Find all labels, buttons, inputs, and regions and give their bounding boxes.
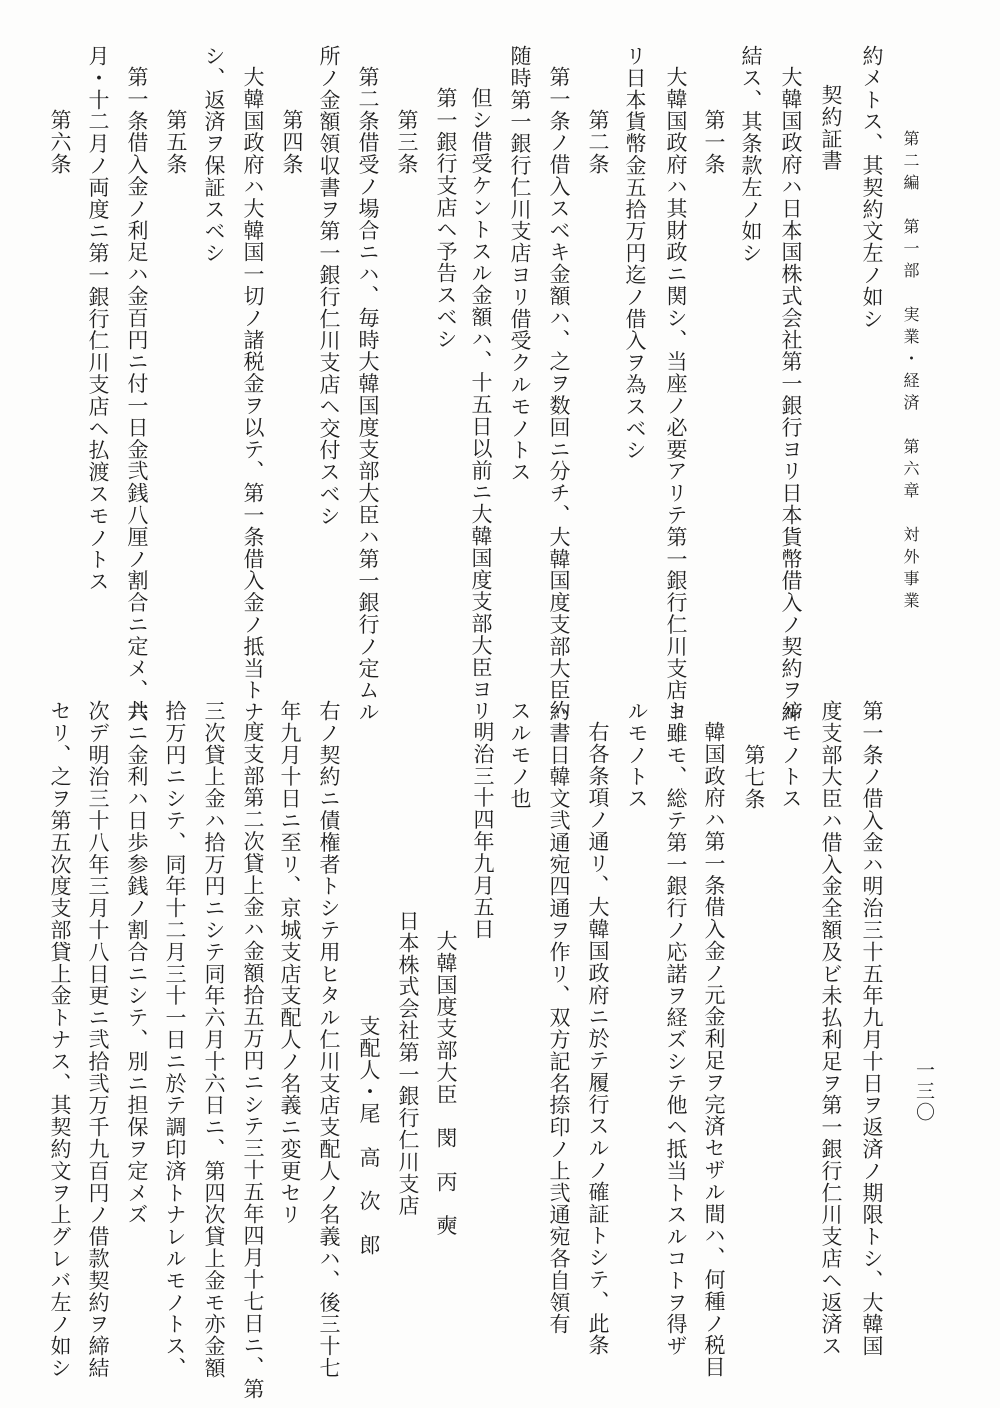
signatory-line: 大韓国度支部大臣 閔 丙 奭 — [434, 930, 458, 1237]
text-column: 第一条ノ借入スベキ金額ハ、之ヲ数回ニ分チ、大韓国度支部大臣ハ — [547, 66, 571, 723]
text-column: 大韓国政府ハ其財政ニ関シ、当座ノ必要アリテ第一銀行仁川支店ヨ — [664, 66, 688, 723]
text-column: 大韓国政府ハ日本国株式会社第一銀行ヨリ日本貨幣借入ノ契約ヲ締 — [779, 66, 803, 723]
page-number: 一三〇 — [913, 1060, 935, 1123]
text-column: 月・十二月ノ両度ニ第一銀行仁川支店ヘ払渡スモノトス — [86, 45, 110, 593]
date-line: 明治三十四年九月五日 — [471, 721, 495, 940]
article-heading: 第一条 — [702, 109, 726, 175]
text-column: 年九月十日ニ至リ、京城支店支配人ノ名義ニ変更セリ — [278, 700, 302, 1226]
text-column: 三次貸上金ハ拾万円ニシテ同年六月十六日ニ、第四次貸上金モ亦金額 — [202, 700, 226, 1379]
article-heading: 第四条 — [280, 109, 304, 175]
text-column: 第一条ノ借入金ハ明治三十五年九月十日ヲ返済ノ期限トシ、大韓国 — [860, 700, 884, 1357]
text-column: 右ノ契約ニ債権者トシテ用ヒタル仁川支店支配人ノ名義ハ、後三十七 — [317, 700, 341, 1379]
article-heading: 第六条 — [48, 109, 72, 175]
running-title: 第二編 第一部 実業・経済 第六章 対外事業 — [901, 130, 920, 614]
text-column: セリ、之ヲ第五次度支部貸上金トナス、其契約文ヲ上グレバ左ノ如シ — [48, 700, 72, 1379]
text-column: ルモノトス — [625, 700, 649, 810]
article-heading: 第三条 — [395, 109, 419, 175]
text-column: シ、返済ヲ保証スベシ — [202, 45, 226, 264]
text-column: 但シ借受ケントスル金額ハ、十五日以前ニ大韓国度支部大臣ヨリ — [469, 87, 493, 723]
text-column: スルモノ也 — [508, 700, 532, 810]
signatory-line: 支配人・尾 高 次 郎 — [357, 1015, 381, 1256]
text-column: 約メトス、其契約文左ノ如シ — [860, 45, 884, 330]
text-column: 拾万円ニシテ、同年十二月三十一日ニ於テ調印済トナレルモノトス、 — [163, 700, 187, 1379]
text-column: 約書日韓文弐通宛四通ヲ作リ、双方記名捺印ノ上弐通宛各自領有 — [547, 700, 571, 1336]
text-column: 共ニ金利ハ日歩参銭ノ割合ニシテ、別ニ担保ヲ定メズ — [125, 700, 149, 1226]
text-column: 第一銀行支店ヘ予告スベシ — [434, 87, 458, 350]
article-heading: 第七条 — [742, 744, 766, 810]
text-column: 韓国政府ハ第一条借入金ノ元金利足ヲ完済セザル間ハ、何種ノ税目 — [702, 721, 726, 1378]
signatory-line: 日本株式会社第一銀行仁川支店 — [396, 910, 420, 1217]
text-column: 次デ明治三十八年三月十八日更ニ弐拾弐万千九百円ノ借款契約ヲ締結 — [86, 700, 110, 1379]
article-heading: 第二条 — [586, 109, 610, 175]
text-column: ト雖モ、総テ第一銀行ノ応諾ヲ経ズシテ他ヘ抵当トスルコトヲ得ザ — [664, 700, 688, 1357]
text-column: 結ス、其条款左ノ如シ — [739, 45, 763, 264]
text-column: 度支部第二次貸上金ハ金額拾五万円ニシテ三十五年四月十七日ニ、第 — [241, 721, 265, 1400]
article-heading: 第五条 — [164, 109, 188, 175]
text-column: 第二条借受ノ場合ニハ、毎時大韓国度支部大臣ハ第一銀行ノ定ムル — [356, 66, 380, 723]
text-column: 所ノ金額領収書ヲ第一銀行仁川支店ヘ交付スベシ — [317, 45, 341, 527]
text-column: 第一条借入金ノ利足ハ金百円ニ付一日金弐銭八厘ノ割合ニ定メ、六 — [125, 66, 149, 723]
text-column: 大韓国政府ハ大韓国一切ノ諸税金ヲ以テ、第一条借入金ノ抵当トナ — [241, 66, 265, 723]
text-column: リ日本貨幣金五拾万円迄ノ借入ヲ為スベシ — [623, 45, 647, 462]
text-column: 右各条項ノ通リ、大韓国政府ニ於テ履行スルノ確証トシテ、此条 — [586, 721, 610, 1357]
text-column: 度支部大臣ハ借入金全額及ビ未払利足ヲ第一銀行仁川支店ヘ返済ス — [819, 700, 843, 1357]
text-column: 随時第一銀行仁川支店ヨリ借受クルモノトス — [508, 45, 532, 483]
section-heading: 契約証書 — [819, 84, 843, 172]
text-column: ルモノトス — [779, 700, 803, 810]
